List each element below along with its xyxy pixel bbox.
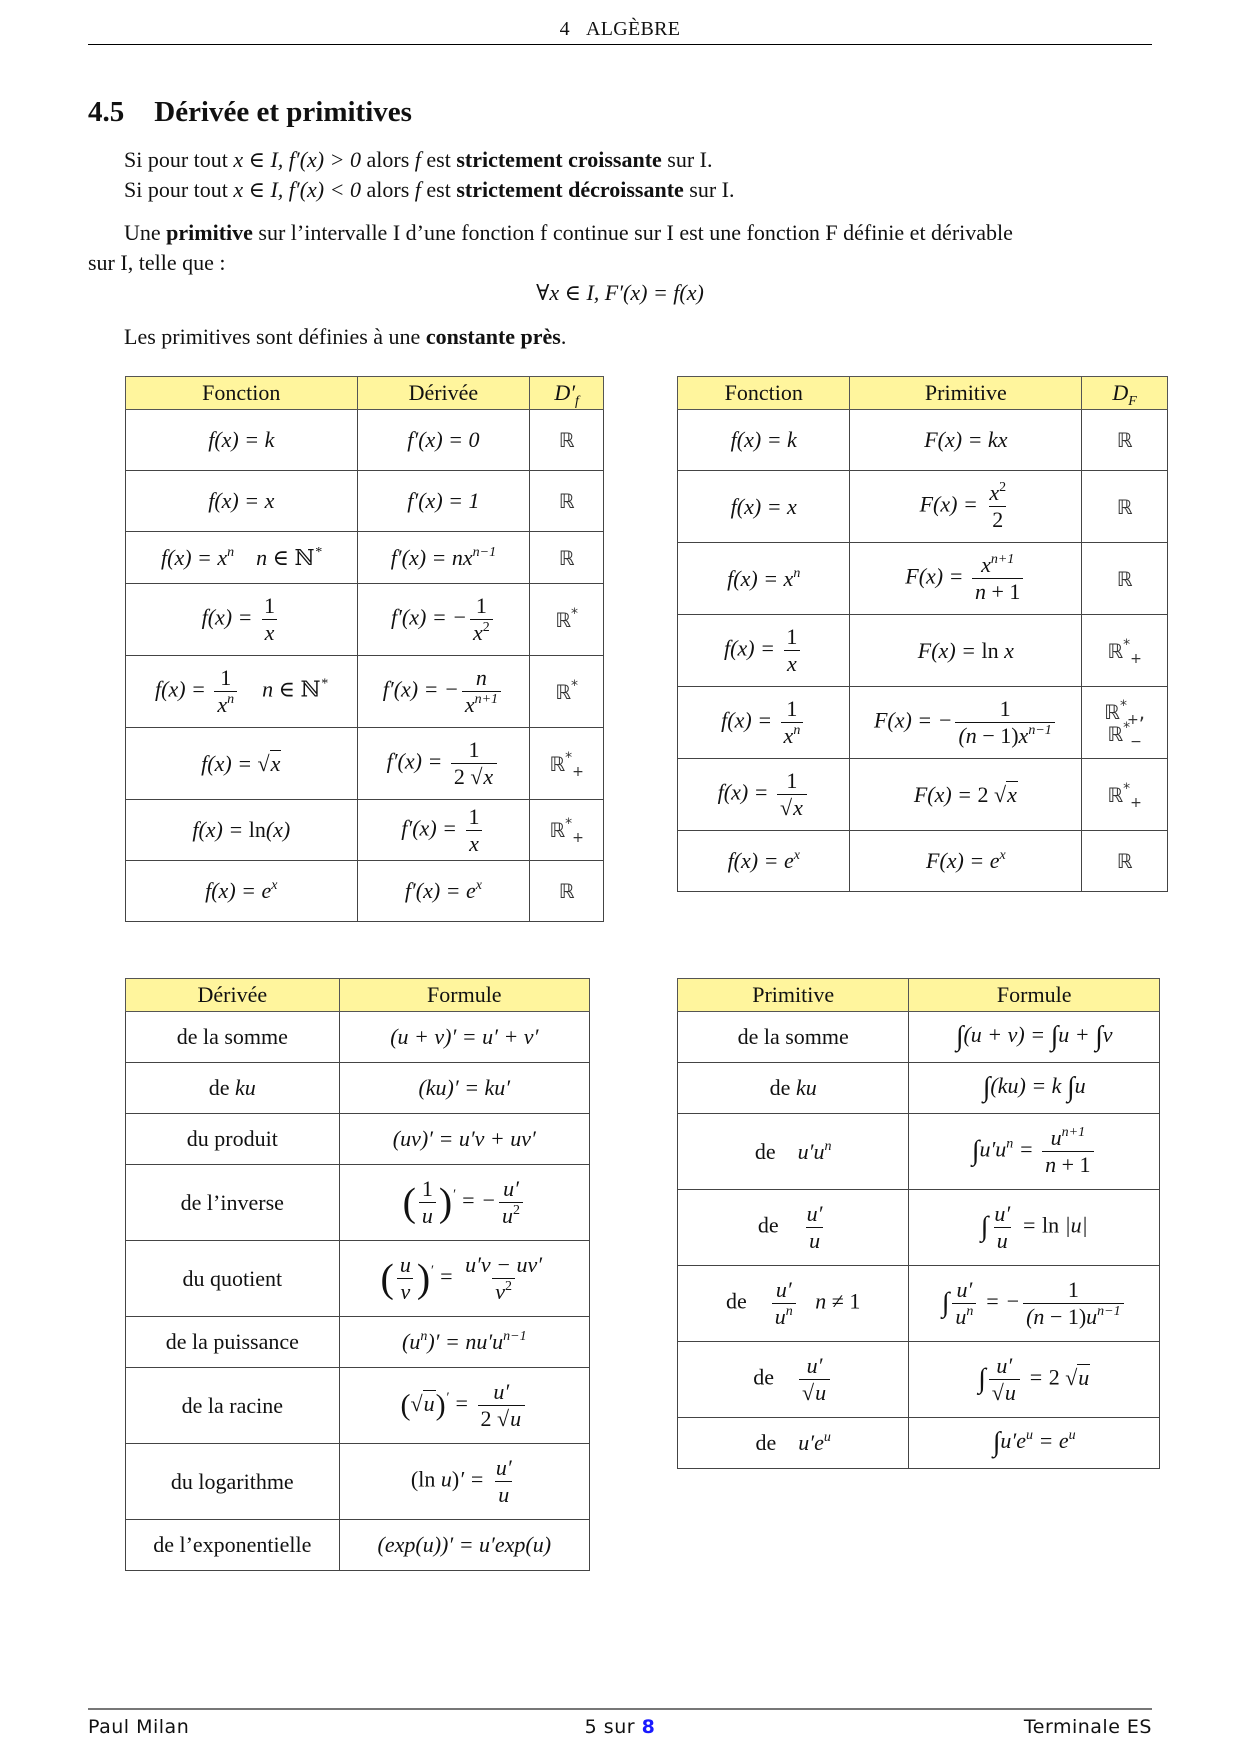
domain-cell: ℝ* [530, 584, 604, 656]
table-row [678, 1266, 1160, 1342]
derivative-cell: f′(x) = − $\frac{n}{x^{n+1}}$ [357, 656, 530, 728]
domain-cell: ℝ*$_+$ [530, 728, 604, 800]
function-cell: f(x) = $\frac{1}{x^n}$ [678, 687, 850, 759]
domain-cell: ℝ*$_+$ [1082, 759, 1168, 831]
col-header-primitive: Primitive [678, 979, 909, 1012]
math-condition: x ∈ I, f′(x) < 0 [233, 177, 361, 202]
function-cell: f(x) = k [678, 410, 850, 471]
rule-label: de $\frac{u'}{√u}$ [678, 1342, 909, 1418]
function-cell: $f(x) = e^x$ [126, 861, 358, 922]
col-header-derivative: Dérivée [357, 377, 530, 410]
table-row [678, 1063, 1160, 1114]
primitive-cell: F(x) = kx [850, 410, 1082, 471]
rule-formula: $\int u'u^n$ = $\frac{u^{n+1}}{n + 1}$ [909, 1114, 1160, 1190]
table-row [126, 728, 604, 800]
col-header-domain: $D'_f$ [530, 377, 604, 410]
rule-label: de la puissance [126, 1317, 340, 1368]
rule-label: de ku [678, 1063, 909, 1114]
rule-label: de $\frac{u'}{u}$ [678, 1190, 909, 1266]
table-row [126, 1165, 590, 1241]
derivative-rules-table [125, 978, 590, 1571]
table-row [678, 471, 1168, 543]
rule-label: de $u'u^n$ [678, 1114, 909, 1190]
function-cell: $f(x) = x^n$ [678, 543, 850, 615]
function-cell: $f(x) = x^n$ n ∈ ℕ* [126, 532, 358, 584]
table-row [678, 1190, 1160, 1266]
col-header-formula: Formule [909, 979, 1160, 1012]
domain-cell: ℝ [530, 532, 604, 584]
primitives-table [677, 376, 1168, 892]
footer-divider [88, 1708, 1152, 1710]
table-row [678, 615, 1168, 687]
rule-formula: (√u)′ = $\frac{u'}{2 √u}$ [339, 1368, 589, 1444]
table-row [126, 471, 604, 532]
text: sur l’intervalle I d’une fonction f continue sur I est une fonction F définie et dérivable [252, 220, 1013, 245]
col-header-primitive: Primitive [850, 377, 1082, 410]
primitive-cell: F(x) = $\frac{x^2}{2}$ [850, 471, 1082, 543]
table-row [678, 1012, 1160, 1063]
rule-label: du produit [126, 1114, 340, 1165]
monotonic-decreasing-line [88, 175, 1152, 205]
table-row [678, 410, 1168, 471]
rule-label: de la somme [678, 1012, 909, 1063]
derivative-cell: f′(x) = 1 [357, 471, 530, 532]
text: alors [360, 147, 415, 172]
primitive-definition [88, 218, 1152, 248]
domain-cell: ℝ*$_+$ [1082, 615, 1168, 687]
rule-formula: $\int u'e^u = e^u$ [909, 1418, 1160, 1469]
running-header [0, 18, 1240, 41]
domain-cell: ℝ [1082, 831, 1168, 892]
table-row [678, 687, 1168, 759]
bold-term: primitive [166, 220, 253, 245]
rule-label: de l’exponentielle [126, 1520, 340, 1571]
chapter-number: 4 [559, 18, 570, 40]
table-row [678, 543, 1168, 615]
math-f: f [414, 147, 421, 172]
derivative-cell: f′(x) = $\frac{1}{x}$ [357, 800, 530, 861]
text: sur I. [661, 147, 713, 172]
rule-formula: (uv)′ = u′v + uv′ [339, 1114, 589, 1165]
table-row [678, 831, 1168, 892]
rule-formula: ∫(ku) = k ∫u [909, 1063, 1160, 1114]
rule-label: du logarithme [126, 1444, 340, 1520]
derivative-cell: $f'(x) = e^x$ [357, 861, 530, 922]
rule-label: du quotient [126, 1241, 340, 1317]
function-cell: f(x) = k [126, 410, 358, 471]
rule-label: de $\frac{u'}{u^n}$ n ≠ 1 [678, 1266, 909, 1342]
table-row [126, 861, 604, 922]
table-row [126, 1520, 590, 1571]
page-separator: sur [597, 1716, 642, 1738]
equation: ∀x ∈ I, F′(x) = f(x) [536, 280, 704, 305]
rule-formula: ( $\frac{1}{u}$ )′ = − $\frac{u'}{u^2}$ [339, 1165, 589, 1241]
table-row [126, 410, 604, 471]
bold-term: strictement croissante [456, 147, 662, 172]
derivative-cell: $f'(x) = nx^{n-1}$ [357, 532, 530, 584]
table-row [678, 1418, 1160, 1469]
math-f: f [414, 177, 421, 202]
text: Si pour tout [124, 177, 234, 202]
primitive-rules-table [677, 978, 1160, 1469]
constant-note [88, 322, 1152, 352]
table-row [126, 1114, 590, 1165]
domain-cell: ℝ* [530, 656, 604, 728]
rule-formula: ( $\frac{u}{v}$ )′ = $\frac{u'v - uv'}{v^2}$ [339, 1241, 589, 1317]
text: Si pour tout [124, 147, 234, 172]
current-page: 5 [584, 1716, 598, 1738]
rule-formula: (u + v)′ = u′ + v′ [339, 1012, 589, 1063]
section-title: Dérivée et primitives [154, 96, 412, 128]
rule-formula: ∫ $\frac{u'}{u^n}$ = − $\frac{1}{(n - 1)u^{n-1}}$ [909, 1266, 1160, 1342]
domain-cell: ℝ [530, 471, 604, 532]
domain-cell: ℝ [1082, 471, 1168, 543]
rule-label: de la somme [126, 1012, 340, 1063]
rule-label: de $u'e^u$ [678, 1418, 909, 1469]
primitive-cell: F(x) = − $\frac{1}{(n - 1)x^{n-1}}$ [850, 687, 1082, 759]
text: . [560, 324, 567, 349]
domain-cell: ℝ*$_+$ [530, 800, 604, 861]
footer-course: Terminale ES [1023, 1716, 1152, 1738]
table-row [126, 1317, 590, 1368]
rule-formula: ∫(u + v) = ∫u + ∫v [909, 1012, 1160, 1063]
table-row [126, 1241, 590, 1317]
primitive-cell: F(x) = ln x [850, 615, 1082, 687]
table-row [678, 1114, 1160, 1190]
col-header-function: Fonction [678, 377, 850, 410]
col-header-domain: $D_F$ [1082, 377, 1168, 410]
function-cell: f(x) = $\frac{1}{x^n}$ n ∈ ℕ* [126, 656, 358, 728]
table-row [126, 1444, 590, 1520]
col-header-function: Fonction [126, 377, 358, 410]
col-header-formula: Formule [339, 979, 589, 1012]
function-cell: f(x) = x [678, 471, 850, 543]
table-row [678, 1342, 1160, 1418]
table-row [126, 532, 604, 584]
domain-cell: ℝ [530, 861, 604, 922]
text: sur I. [683, 177, 735, 202]
function-cell: f(x) = x [126, 471, 358, 532]
table-row [126, 1368, 590, 1444]
header-divider [88, 44, 1152, 45]
total-pages-link[interactable]: 8 [641, 1716, 656, 1738]
derivative-cell: f′(x) = − $\frac{1}{x^2}$ [357, 584, 530, 656]
rule-label: de ku [126, 1063, 340, 1114]
table-row [126, 584, 604, 656]
text: est [420, 147, 457, 172]
section-heading [88, 96, 412, 129]
primitive-definition-cont: sur I, telle que : [88, 250, 226, 275]
primitive-cell: F(x) = 2 √x [850, 759, 1082, 831]
text: Une [124, 220, 167, 245]
rule-formula: (exp(u))′ = u′exp(u) [339, 1520, 589, 1571]
function-cell: f(x) = ln(x) [126, 800, 358, 861]
domain-cell: ℝ [1082, 543, 1168, 615]
bold-term: strictement décroissante [456, 177, 684, 202]
monotonic-increasing-line [88, 145, 1152, 175]
text: Les primitives sont définies à une [124, 324, 426, 349]
rule-formula: (ln u)′ = $\frac{u'}{u}$ [339, 1444, 589, 1520]
table-row [126, 656, 604, 728]
domain-cell: ℝ [530, 410, 604, 471]
derivatives-table [125, 376, 604, 922]
primitive-cell: $F(x) = e^x$ [850, 831, 1082, 892]
derivative-cell: f′(x) = 0 [357, 410, 530, 471]
derivative-cell: f′(x) = $\frac{1}{2 √x}$ [357, 728, 530, 800]
table-row [126, 800, 604, 861]
rule-formula: (ku)′ = ku′ [339, 1063, 589, 1114]
rule-formula: ∫ $\frac{u'}{√u}$ = 2 √u [909, 1342, 1160, 1418]
table-row [678, 759, 1168, 831]
function-cell: f(x) = $\frac{1}{√x}$ [678, 759, 850, 831]
text: est [420, 177, 457, 202]
rule-label: de la racine [126, 1368, 340, 1444]
bold-term: constante près [425, 324, 561, 349]
table-row [126, 1063, 590, 1114]
chapter-title: ALGÈBRE [585, 18, 681, 40]
function-cell: f(x) = $\frac{1}{x}$ [678, 615, 850, 687]
primitive-equation [0, 280, 1240, 306]
col-header-derivative: Dérivée [126, 979, 340, 1012]
table-row [126, 1012, 590, 1063]
text: alors [360, 177, 415, 202]
rule-formula: $(u^n)' = nu'u^{n-1}$ [339, 1317, 589, 1368]
function-cell: $f(x) = e^x$ [678, 831, 850, 892]
domain-cell: ℝ*$_+$, ℝ*$_-$ [1082, 687, 1168, 759]
rule-formula: ∫ $\frac{u'}{u}$ = ln |u| [909, 1190, 1160, 1266]
footer-author: Paul Milan [88, 1716, 190, 1738]
section-number: 4.5 [88, 96, 125, 128]
function-cell: f(x) = √x [126, 728, 358, 800]
primitive-cell: F(x) = $\frac{x^{n+1}}{n + 1}$ [850, 543, 1082, 615]
function-cell: f(x) = $\frac{1}{x}$ [126, 584, 358, 656]
rule-label: de l’inverse [126, 1165, 340, 1241]
math-condition: x ∈ I, f′(x) > 0 [233, 147, 361, 172]
domain-cell: ℝ [1082, 410, 1168, 471]
